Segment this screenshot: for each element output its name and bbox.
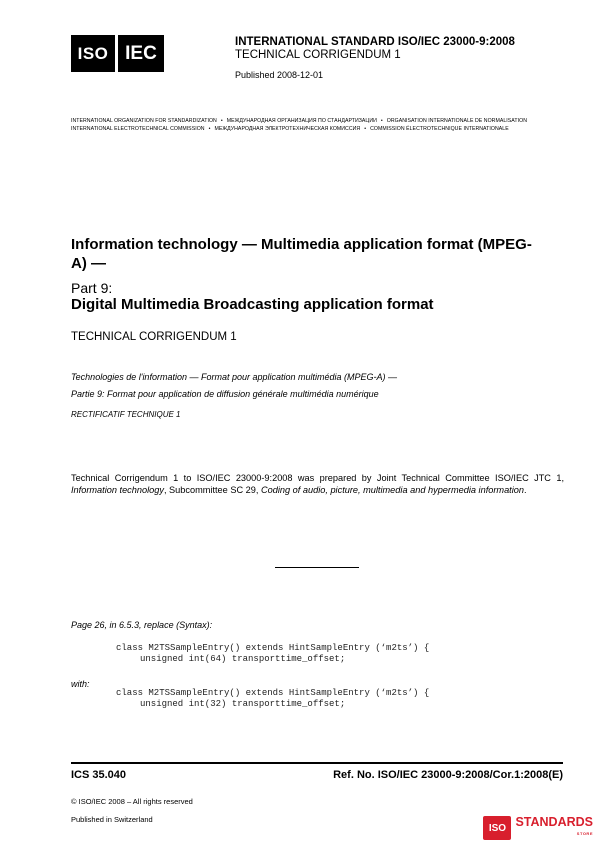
code-line: class M2TSSampleEntry() extends HintSampleEntry (‘m2ts’) { bbox=[116, 643, 430, 653]
published-date: Published 2008-12-01 bbox=[235, 70, 324, 80]
published-in: Published in Switzerland bbox=[71, 815, 153, 824]
with-label: with: bbox=[71, 679, 90, 689]
separator: • bbox=[220, 118, 223, 124]
store-sub-text: STORE bbox=[576, 831, 593, 836]
store-label bbox=[515, 816, 593, 840]
page-reference: Page 26, in 6.5.3, replace (Syntax): bbox=[71, 620, 213, 630]
committee-name: Information technology bbox=[71, 485, 164, 495]
code-line: unsigned int(64) transporttime_offset; bbox=[140, 654, 346, 664]
iso-standards-store-logo bbox=[483, 814, 593, 842]
foreword-paragraph bbox=[71, 472, 564, 496]
footer-rule bbox=[71, 762, 563, 764]
org-names-row-1 bbox=[71, 118, 527, 124]
org-iec-en: INTERNATIONAL ELECTROTECHNICAL COMMISSION bbox=[71, 126, 205, 132]
org-iec-ru: МЕЖДУНАРОДНАЯ ЭЛЕКТРОТЕХНИЧЕСКАЯ КОМИССИЯ bbox=[214, 126, 361, 132]
foreword-text: , Subcommittee SC 29, bbox=[163, 485, 261, 495]
corrigendum-heading: TECHNICAL CORRIGENDUM 1 bbox=[71, 331, 237, 343]
reference-number: Ref. No. ISO/IEC 23000-9:2008/Cor.1:2008(E) bbox=[333, 769, 563, 781]
french-part: Partie 9: Format pour application de diffusion générale multimédia numérique bbox=[71, 389, 379, 399]
store-iso-badge: ISO bbox=[483, 816, 511, 840]
org-iso-fr: ORGANISATION INTERNATIONALE DE NORMALISATION bbox=[386, 118, 528, 124]
french-title: Technologies de l'information — Format pour application multimédia (MPEG-A) — bbox=[71, 372, 398, 382]
org-names-row-2 bbox=[71, 126, 509, 132]
french-rectificatif: RECTIFICATIF TECHNIQUE 1 bbox=[71, 410, 181, 419]
foreword-text: . bbox=[524, 485, 527, 495]
copyright: © ISO/IEC 2008 – All rights reserved bbox=[71, 797, 193, 806]
part-title: Digital Multimedia Broadcasting application format bbox=[71, 296, 434, 313]
separator: • bbox=[364, 126, 367, 132]
separator: • bbox=[208, 126, 211, 132]
divider bbox=[275, 567, 359, 568]
code-line: class M2TSSampleEntry() extends HintSampleEntry (‘m2ts’) { bbox=[116, 688, 430, 698]
standard-title: INTERNATIONAL STANDARD ISO/IEC 23000-9:2008 bbox=[235, 36, 515, 48]
org-iso-ru: МЕЖДУНАРОДНАЯ ОРГАНИЗАЦИЯ ПО СТАНДАРТИЗАЦИИ bbox=[226, 118, 377, 124]
iso-iec-logo bbox=[71, 35, 164, 72]
store-label-text: STANDARDS bbox=[515, 815, 593, 829]
ics-code: ICS 35.040 bbox=[71, 769, 127, 781]
foreword-text: Technical Corrigendum 1 to ISO/IEC 23000-9:2008 was prepared by Joint Technical Committee ISO/IEC JTC 1, bbox=[71, 473, 564, 483]
iso-logo: ISO bbox=[71, 35, 115, 72]
iec-logo: IEC bbox=[118, 35, 164, 72]
corrigendum-label: TECHNICAL CORRIGENDUM 1 bbox=[235, 49, 401, 61]
org-iec-fr: COMMISSION ÉLECTROTECHNIQUE INTERNATIONALE bbox=[370, 126, 509, 132]
part-number: Part 9: bbox=[71, 280, 113, 296]
code-line: unsigned int(32) transporttime_offset; bbox=[140, 699, 346, 709]
document-title: Information technology — Multimedia application format (MPEG-A) — bbox=[71, 236, 532, 272]
org-iso-en: INTERNATIONAL ORGANIZATION FOR STANDARDIZATION bbox=[71, 118, 217, 124]
separator: • bbox=[380, 118, 383, 124]
subcommittee-name: Coding of audio, picture, multimedia and hypermedia information bbox=[260, 485, 524, 495]
